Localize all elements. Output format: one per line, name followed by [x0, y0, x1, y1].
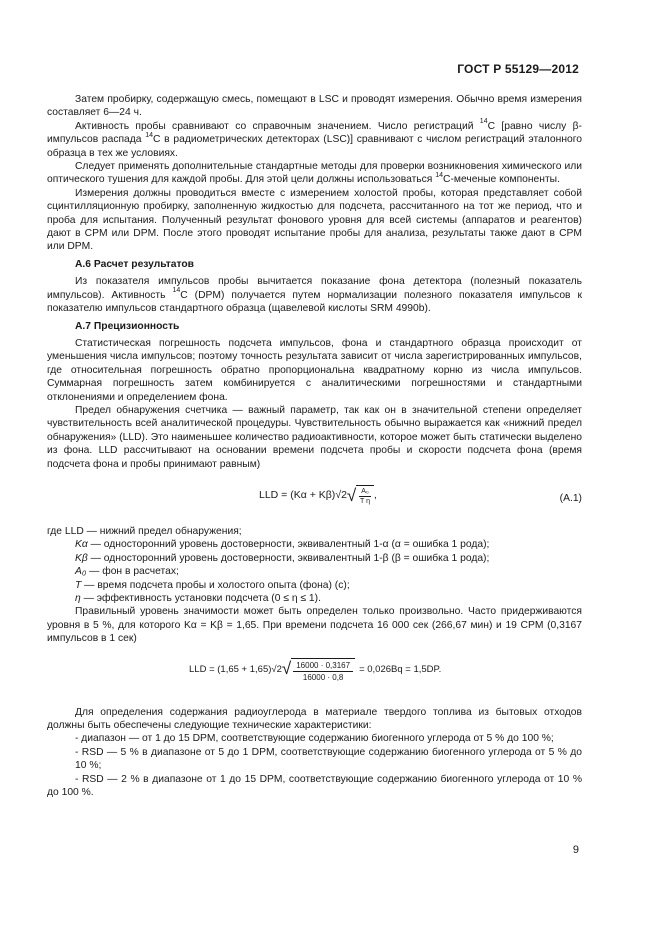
- page-content: [47, 93, 582, 799]
- formula-number: (А.1): [559, 492, 582, 504]
- fraction-numerator: A₀: [361, 488, 369, 496]
- paragraph: Активность пробы сравнивают со справочным значением. Число регистраций $^{14}$C [равно числу β-импульсов распада $^{14}$C в радиометрических детекторах (LSC)] сравнивают с числом регистраций эталонного образца в тех же условиях.: [47, 118, 582, 159]
- list-item: - RSD — 2 % в диапазоне от 1 до 15 DPM, соответствующие содержанию биогенного углерода от 10 % до 100 %.: [47, 773, 582, 799]
- definition-item: T — время подсчета пробы и холостого опыта (фона) (с);: [75, 579, 350, 591]
- formula-lhs: LLD = (Kα + Kβ): [259, 489, 336, 502]
- formula-lld-calculation: [47, 654, 582, 696]
- paragraph: Статистическая погрешность подсчета импульсов, фона и стандартного образца происходит от уменьшения числа импульсов; поэтому точность результата зависит от числа зарегистрированных импульсов, где относительная погрешность обратно пропорциональна квадратному корню из числа импульсов. Суммарная погрешность затем комбинируется с аналитическими погрешностями и стандартными отклонениями и определением фона.: [47, 337, 582, 403]
- sqrt-fraction: √ $\frac{16000 \cdot 0,3167}{16000 \cdot 0,8}$: [282, 658, 355, 683]
- definitions-list: [47, 525, 582, 605]
- sqrt-fraction: √ $\frac{\text{A₀}}{\text{T η}}$: [347, 485, 374, 507]
- formula-rhs: = 0,026Bq = 1,5DP.: [359, 664, 442, 676]
- fraction-numerator: 16000 · 0,3167: [293, 660, 353, 672]
- definition-item: A₀ — фон в расчетах;: [75, 566, 179, 578]
- document-code: ГОСТ Р 55129—2012: [457, 62, 579, 76]
- definitions-intro: где LLD — нижний предел обнаружения;: [47, 525, 242, 537]
- section-heading-a6: А.6 Расчет результатов: [75, 258, 195, 270]
- list-item: - RSD — 5 % в диапазоне от 5 до 1 DPM, соответствующие содержанию биогенного углерода от 5 % до 10 %;: [75, 746, 582, 772]
- paragraph: Правильный уровень значимости может быть определен только произвольно. Часто придерживаются уровня в 5 %, для которого Kα = Kβ = 1,65. При времени подсчета 16 000 сек (266,67 мин) и 19 CPM (0,3167 импульсов в 1 сек): [47, 606, 582, 645]
- paragraph: Измерения должны проводиться вместе с измерением холостой пробы, которая представляет собой сцинтилляционную пробирку, заполненную жидкостью для подсчета, рассчитанного на тот же период, что и проба для испытания. Полученный результат фонового уровня для всей системы (аппаратов и реагентов) дают в CPM или DPM. После этого проводят испытание пробы для анализа, результаты также дают в CPM или DPM.: [47, 187, 582, 253]
- requirements-list: [47, 706, 582, 800]
- fraction-denominator: 16000 · 0,8: [302, 672, 344, 682]
- list-item: - диапазон — от 1 до 15 DPM, соответствующие содержанию биогенного углерода от 5 % до 100 %;: [75, 733, 554, 745]
- section-heading-a7: А.7 Прецизионность: [75, 320, 180, 332]
- definition-item: Kα — односторонний уровень достоверности, эквивалентный 1-α (α = ошибка 1 рода);: [75, 539, 490, 551]
- definition-item: η — эффективность установки подсчета (0 ≤ η ≤ 1).: [75, 593, 321, 604]
- fraction-denominator: T η: [360, 498, 371, 506]
- formula-lhs: LLD = (1,65 + 1,65): [189, 664, 272, 676]
- paragraph: Следует применять дополнительные стандартные методы для проверки возникновения химического или оптического тушения для каждой пробы. Для этой цели должны использоваться $^{14}$C-меченые компоненты.: [47, 161, 582, 186]
- paragraph: Из показателя импульсов пробы вычитается показание фона детектора (полезный показатель импульсов). Активность $^{14}$C (DPM) получается путем нормализации полезного показателя импульсов к показателю импульсов стандартного образца (щавелевой кислоты SRM 4990b).: [47, 276, 582, 315]
- sqrt-two: √2: [271, 664, 282, 676]
- page-number: 9: [572, 844, 579, 856]
- definition-item: Kβ — односторонний уровень достоверности, эквивалентный 1-β (β = ошибка 1 рода);: [75, 552, 490, 564]
- paragraph: Предел обнаружения счетчика — важный параметр, так как он в значительной степени определяет чувствительность всей аналитической процедуры. Чувствительность обычно выражается как «нижний предел обнаружения» (LLD). Это наименьшее количество радиоактивности, которое может быть статически выделено из фона. LLD рассчитывают на основании времени подсчета пробы и скорости подсчета фона (время подсчета фона и пробы принимают равным): [47, 404, 582, 470]
- formula-a1: LLD = (Kα + Kβ) √2 √ $\frac{\text{A₀}}{\text{T η}}$ , (А.1): [259, 485, 582, 506]
- sqrt-two: √2: [335, 489, 347, 502]
- paragraph: Затем пробирку, содержащую смесь, помещают в LSC и проводят измерения. Обычно время измерения составляет 6—24 ч.: [47, 94, 582, 119]
- requirements-intro: Для определения содержания радиоуглерода в материале твердого топлива из бытовых отходов должны быть обеспечены следующие технические характеристики:: [47, 706, 582, 732]
